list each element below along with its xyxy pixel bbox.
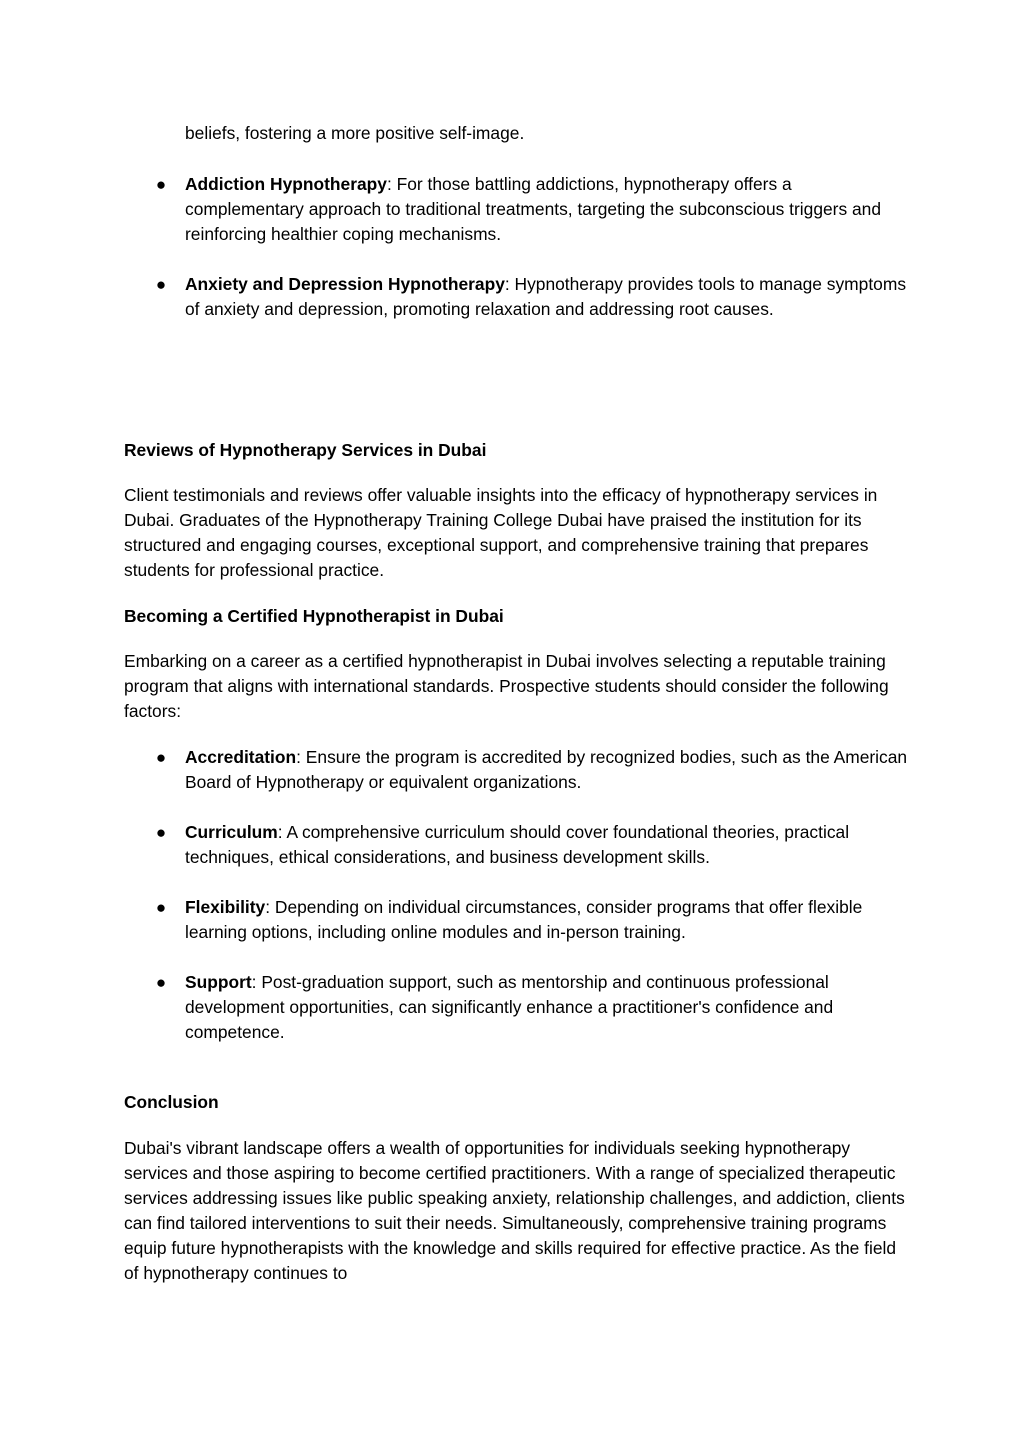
list-item-term: Support	[185, 972, 252, 992]
list-item-body	[185, 272, 915, 322]
bullet-icon: ●	[155, 748, 167, 767]
list-item-term: Flexibility	[185, 897, 266, 917]
reviews-heading: Reviews of Hypnotherapy Services in Dubai	[124, 440, 487, 460]
list-item-text: : Hypnotherapy provides tools to manage symptoms of anxiety and depression, promoting relaxation and addressing root causes.	[185, 274, 907, 319]
conclusion-paragraph: Dubai's vibrant landscape offers a wealth of opportunities for individuals seeking hypnotherapy services and those aspiring to become certified practitioners. With a range of specialized therapeutic services addressing issues like public speaking anxiety, relationship challenges, and addiction, clients can find tailored interventions to suit their needs. Simultaneously, comprehensive training programs equip future hypnotherapists with the knowledge and skills required for effective practice. As the field of hypnotherapy continues to	[124, 1138, 905, 1283]
reviews-paragraph: Client testimonials and reviews offer valuable insights into the efficacy of hypnotherapy services in Dubai. Graduates of the Hypnotherapy Training College Dubai have praised the institution for its structured and engaging courses, exceptional support, and comprehensive training that prepares students for professional practice.	[124, 485, 878, 580]
bullet-icon: ●	[155, 275, 167, 294]
list-item-body	[185, 895, 915, 945]
continuation-text: beliefs, fostering a more positive self-image.	[185, 123, 525, 143]
list-item-text: : A comprehensive curriculum should cover foundational theories, practical techniques, ethical considerations, and business development skills.	[185, 822, 850, 867]
bullet-icon: ●	[155, 823, 167, 842]
bullet-icon: ●	[155, 898, 167, 917]
bullet-icon: ●	[155, 175, 167, 194]
list-item-term: Accreditation	[185, 747, 297, 767]
becoming-heading: Becoming a Certified Hypnotherapist in Dubai	[124, 606, 504, 626]
list-item-text: : Depending on individual circumstances, consider programs that offer flexible learning options, including online modules and in-person training.	[185, 897, 863, 942]
becoming-paragraph: Embarking on a career as a certified hypnotherapist in Dubai involves selecting a reputable training program that aligns with international standards. Prospective students should consider the following factors:	[124, 651, 889, 721]
list-item-body	[185, 820, 915, 870]
list-item-term: Anxiety and Depression Hypnotherapy	[185, 274, 505, 294]
list-item-body	[185, 970, 915, 1045]
conclusion-heading: Conclusion	[124, 1092, 219, 1112]
list-item-body	[185, 745, 915, 795]
list-item-text: : Post-graduation support, such as mentorship and continuous professional development opportunities, can significantly enhance a practitioner's confidence and competence.	[185, 972, 834, 1042]
list-item-body	[185, 172, 915, 247]
bullet-icon: ●	[155, 973, 167, 992]
list-item-term: Addiction Hypnotherapy	[185, 174, 387, 194]
list-item-text: : For those battling addictions, hypnotherapy offers a complementary approach to traditional treatments, targeting the subconscious triggers and reinforcing healthier coping mechanisms.	[185, 174, 882, 244]
list-item-text: : Ensure the program is accredited by recognized bodies, such as the American Board of Hypnotherapy or equivalent organizations.	[185, 747, 908, 792]
list-item-term: Curriculum	[185, 822, 278, 842]
